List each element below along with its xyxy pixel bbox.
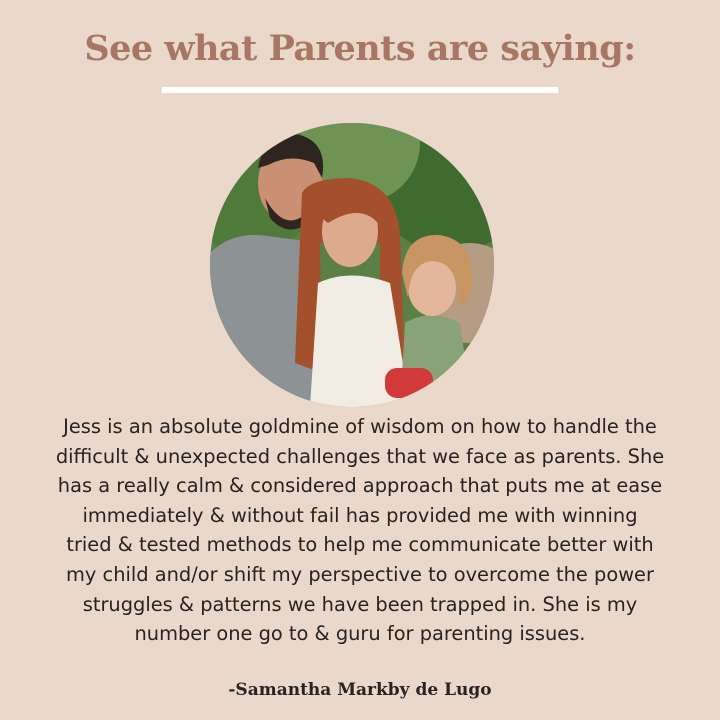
- quote-line: Jess is an absolute goldmine of wisdom on how to handle the: [63, 415, 657, 438]
- quote-line: immediately & without fail has provided me with winning: [82, 503, 638, 527]
- quote-line: number one go to & guru for parenting issues.: [134, 622, 586, 646]
- quote-line: difficult & unexpected challenges that we face as parents. She: [55, 444, 665, 468]
- family-photo-illustration: [210, 123, 494, 407]
- title-divider: [162, 87, 558, 93]
- testimonial-author: -Samantha Markby de Lugo: [228, 680, 492, 700]
- quote-line: struggles & patterns we have been trapped in. She is my: [82, 592, 638, 616]
- page-title: See what Parents are saying:: [84, 28, 636, 69]
- quote-line: has a really calm & considered approach that puts me at ease: [57, 474, 663, 498]
- testimonial-quote: [20, 412, 700, 649]
- family-photo: [210, 123, 494, 407]
- quote-line: my child and/or shift my perspective to overcome the power: [66, 562, 654, 586]
- quote-line: tried & tested methods to help me communicate better with: [66, 533, 654, 557]
